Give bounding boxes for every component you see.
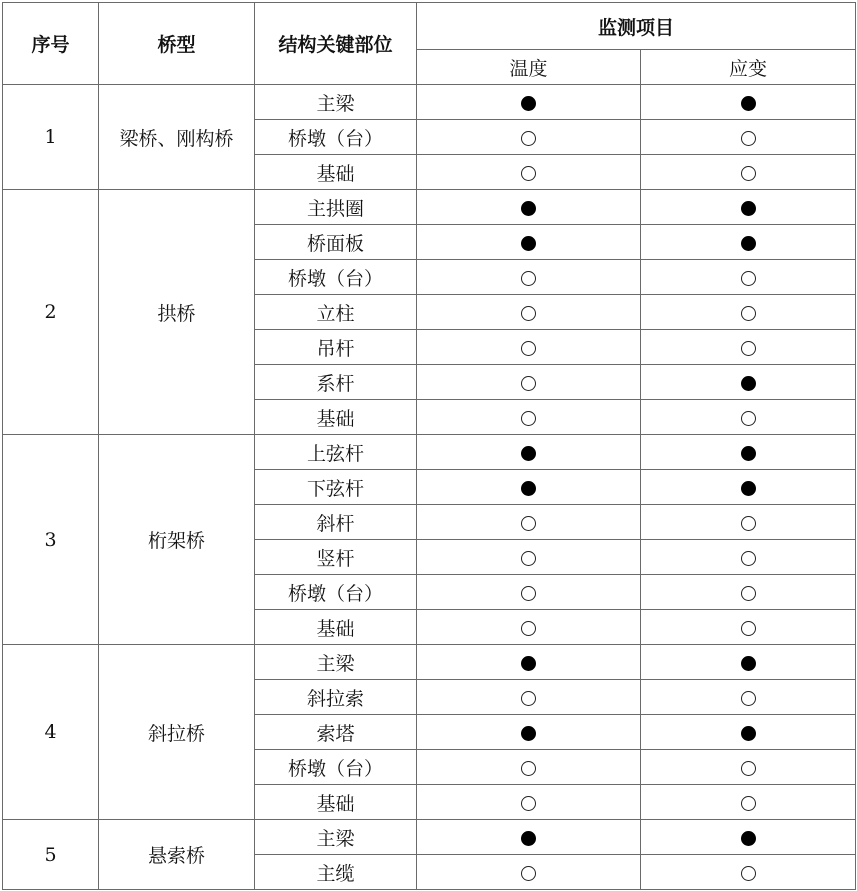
table-row: [3, 190, 856, 225]
temperature-cell: [417, 820, 641, 855]
empty-circle-icon: [741, 166, 756, 181]
filled-circle-icon: [741, 446, 756, 461]
filled-circle-icon: [741, 831, 756, 846]
seq-cell: 5: [3, 820, 99, 890]
empty-circle-icon: [521, 166, 536, 181]
temperature-cell: [417, 505, 641, 540]
temperature-cell: [417, 435, 641, 470]
key-part-cell: 基础: [255, 400, 417, 435]
empty-circle-icon: [521, 621, 536, 636]
filled-circle-icon: [741, 236, 756, 251]
table-row: [3, 645, 856, 680]
strain-cell: [641, 155, 856, 190]
strain-cell: [641, 295, 856, 330]
strain-cell: [641, 505, 856, 540]
empty-circle-icon: [741, 586, 756, 601]
empty-circle-icon: [741, 796, 756, 811]
empty-circle-icon: [521, 271, 536, 286]
filled-circle-icon: [741, 376, 756, 391]
empty-circle-icon: [741, 271, 756, 286]
filled-circle-icon: [741, 96, 756, 111]
key-part-cell: 基础: [255, 155, 417, 190]
header-bridge-type: 桥型: [99, 3, 255, 85]
key-part-cell: 基础: [255, 785, 417, 820]
key-part-cell: 上弦杆: [255, 435, 417, 470]
strain-cell: [641, 85, 856, 120]
strain-cell: [641, 330, 856, 365]
empty-circle-icon: [741, 516, 756, 531]
temperature-cell: [417, 330, 641, 365]
empty-circle-icon: [521, 551, 536, 566]
key-part-cell: 斜拉索: [255, 680, 417, 715]
filled-circle-icon: [521, 96, 536, 111]
empty-circle-icon: [521, 586, 536, 601]
key-part-cell: 基础: [255, 610, 417, 645]
temperature-cell: [417, 575, 641, 610]
strain-cell: [641, 365, 856, 400]
header-seq: 序号: [3, 3, 99, 85]
strain-cell: [641, 540, 856, 575]
seq-cell: 1: [3, 85, 99, 190]
empty-circle-icon: [521, 516, 536, 531]
header-temperature: 温度: [417, 50, 641, 85]
temperature-cell: [417, 190, 641, 225]
filled-circle-icon: [521, 201, 536, 216]
empty-circle-icon: [741, 691, 756, 706]
strain-cell: [641, 190, 856, 225]
temperature-cell: [417, 470, 641, 505]
strain-cell: [641, 575, 856, 610]
empty-circle-icon: [521, 866, 536, 881]
key-part-cell: 竖杆: [255, 540, 417, 575]
temperature-cell: [417, 750, 641, 785]
key-part-cell: 桥墩（台）: [255, 120, 417, 155]
filled-circle-icon: [521, 726, 536, 741]
temperature-cell: [417, 855, 641, 890]
key-part-cell: 主梁: [255, 820, 417, 855]
temperature-cell: [417, 120, 641, 155]
empty-circle-icon: [741, 306, 756, 321]
table-row: [3, 435, 856, 470]
strain-cell: [641, 715, 856, 750]
seq-cell: 2: [3, 190, 99, 435]
key-part-cell: 桥墩（台）: [255, 575, 417, 610]
key-part-cell: 主梁: [255, 85, 417, 120]
monitoring-table: [2, 2, 856, 890]
strain-cell: [641, 225, 856, 260]
strain-cell: [641, 645, 856, 680]
key-part-cell: 下弦杆: [255, 470, 417, 505]
filled-circle-icon: [521, 236, 536, 251]
strain-cell: [641, 680, 856, 715]
header-key-part: 结构关键部位: [255, 3, 417, 85]
temperature-cell: [417, 85, 641, 120]
strain-cell: [641, 855, 856, 890]
empty-circle-icon: [521, 131, 536, 146]
empty-circle-icon: [521, 761, 536, 776]
filled-circle-icon: [521, 656, 536, 671]
temperature-cell: [417, 365, 641, 400]
filled-circle-icon: [741, 481, 756, 496]
strain-cell: [641, 400, 856, 435]
filled-circle-icon: [741, 201, 756, 216]
empty-circle-icon: [521, 796, 536, 811]
seq-cell: 3: [3, 435, 99, 645]
filled-circle-icon: [741, 726, 756, 741]
empty-circle-icon: [741, 411, 756, 426]
filled-circle-icon: [521, 831, 536, 846]
bridge-type-cell: 桁架桥: [99, 435, 255, 645]
key-part-cell: 桥墩（台）: [255, 260, 417, 295]
empty-circle-icon: [741, 131, 756, 146]
empty-circle-icon: [741, 761, 756, 776]
seq-cell: 4: [3, 645, 99, 820]
temperature-cell: [417, 260, 641, 295]
empty-circle-icon: [741, 551, 756, 566]
filled-circle-icon: [741, 656, 756, 671]
key-part-cell: 吊杆: [255, 330, 417, 365]
empty-circle-icon: [741, 621, 756, 636]
filled-circle-icon: [521, 481, 536, 496]
table-body: [3, 85, 856, 890]
strain-cell: [641, 785, 856, 820]
temperature-cell: [417, 680, 641, 715]
temperature-cell: [417, 155, 641, 190]
temperature-cell: [417, 785, 641, 820]
temperature-cell: [417, 540, 641, 575]
key-part-cell: 主梁: [255, 645, 417, 680]
strain-cell: [641, 120, 856, 155]
key-part-cell: 斜杆: [255, 505, 417, 540]
empty-circle-icon: [521, 341, 536, 356]
strain-cell: [641, 610, 856, 645]
strain-cell: [641, 750, 856, 785]
empty-circle-icon: [521, 691, 536, 706]
empty-circle-icon: [521, 376, 536, 391]
filled-circle-icon: [521, 446, 536, 461]
strain-cell: [641, 260, 856, 295]
bridge-type-cell: 悬索桥: [99, 820, 255, 890]
bridge-type-cell: 梁桥、刚构桥: [99, 85, 255, 190]
empty-circle-icon: [521, 411, 536, 426]
table-row: [3, 820, 856, 855]
key-part-cell: 桥面板: [255, 225, 417, 260]
temperature-cell: [417, 295, 641, 330]
temperature-cell: [417, 610, 641, 645]
bridge-type-cell: 斜拉桥: [99, 645, 255, 820]
key-part-cell: 主拱圈: [255, 190, 417, 225]
strain-cell: [641, 435, 856, 470]
strain-cell: [641, 820, 856, 855]
header-monitoring: 监测项目: [417, 3, 856, 50]
empty-circle-icon: [741, 341, 756, 356]
temperature-cell: [417, 645, 641, 680]
empty-circle-icon: [521, 306, 536, 321]
temperature-cell: [417, 400, 641, 435]
key-part-cell: 索塔: [255, 715, 417, 750]
temperature-cell: [417, 715, 641, 750]
bridge-type-cell: 拱桥: [99, 190, 255, 435]
table-row: [3, 85, 856, 120]
header-strain: 应变: [641, 50, 856, 85]
key-part-cell: 桥墩（台）: [255, 750, 417, 785]
key-part-cell: 系杆: [255, 365, 417, 400]
empty-circle-icon: [741, 866, 756, 881]
key-part-cell: 主缆: [255, 855, 417, 890]
strain-cell: [641, 470, 856, 505]
temperature-cell: [417, 225, 641, 260]
key-part-cell: 立柱: [255, 295, 417, 330]
